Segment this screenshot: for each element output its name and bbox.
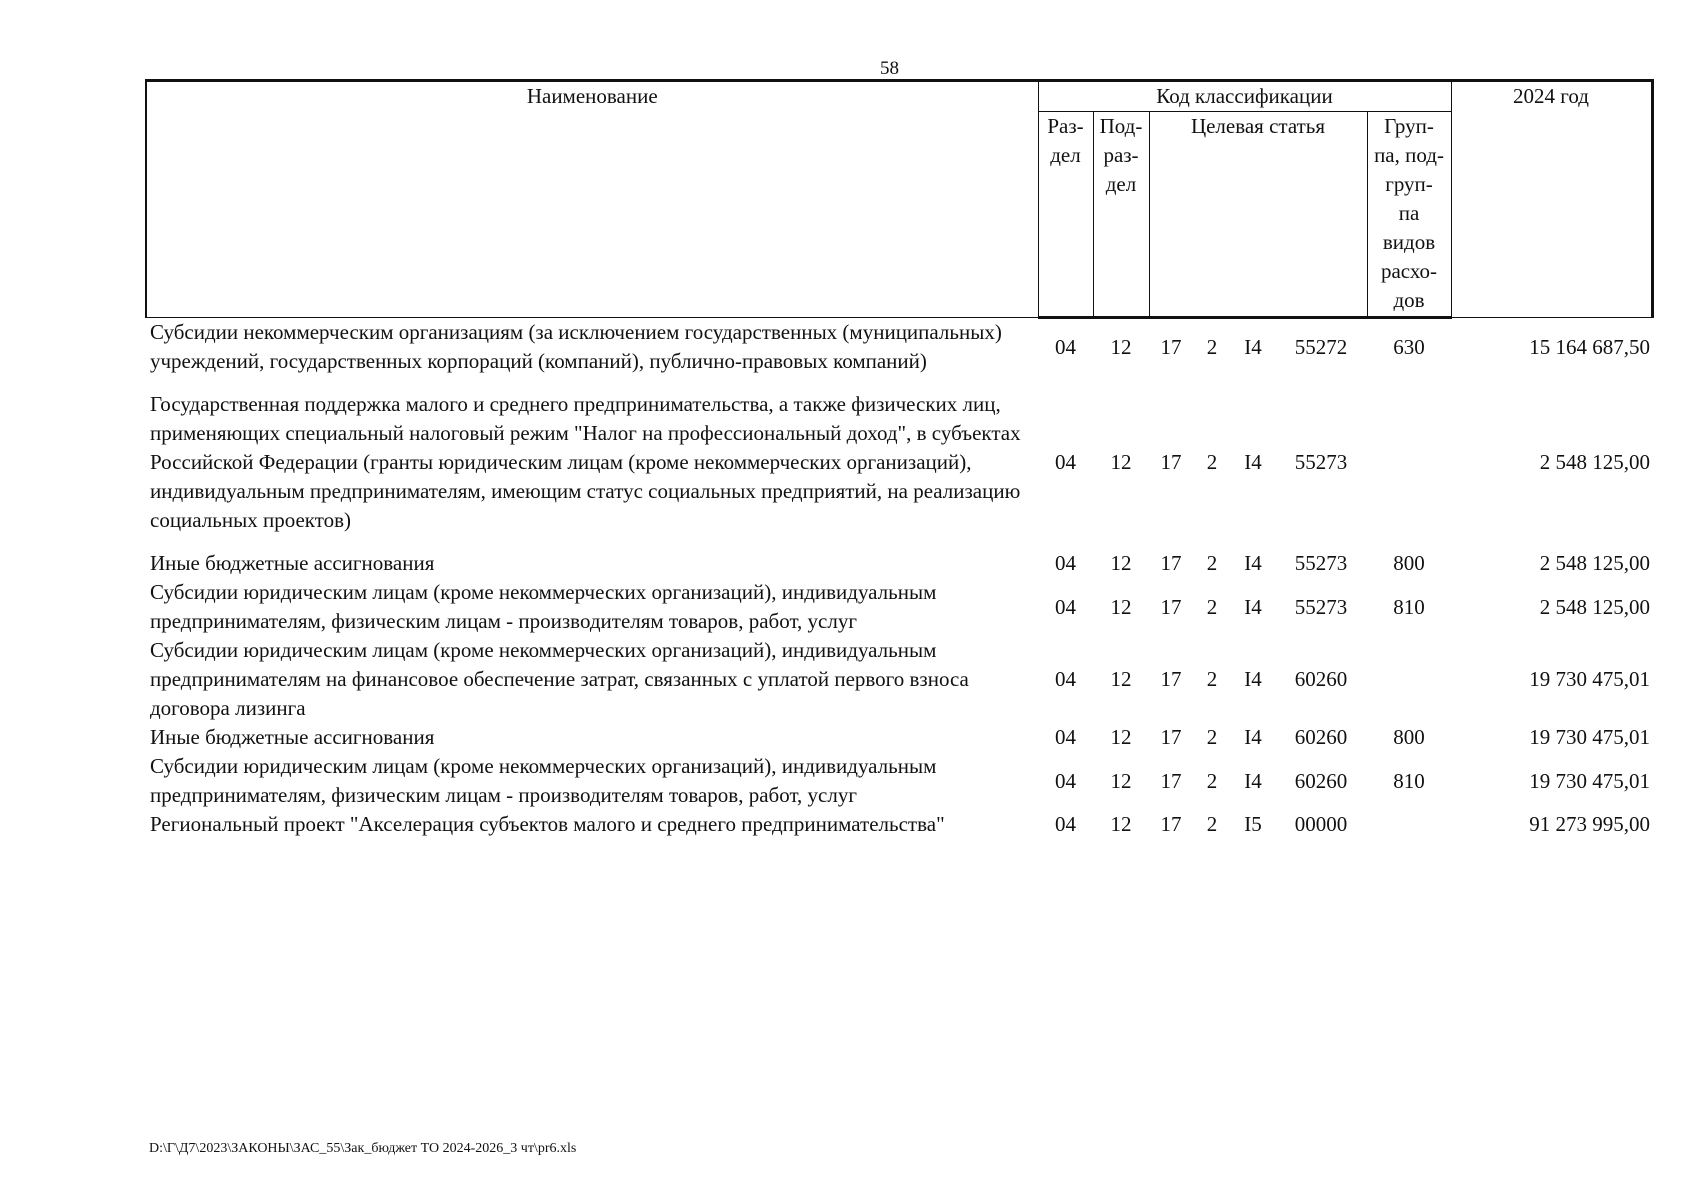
header-name: Наименование	[146, 81, 1038, 318]
row-amount: 15 164 687,50	[1529, 334, 1650, 359]
row-cs1: 17	[1160, 450, 1182, 474]
row-razdel: 04	[1055, 812, 1076, 836]
table-row	[146, 752, 1652, 810]
header-razdel: Раз- дел	[1038, 112, 1093, 318]
row-group	[1367, 390, 1451, 549]
table-row	[146, 810, 1652, 839]
row-group: 800	[1393, 551, 1425, 575]
row-razdel: 04	[1055, 725, 1076, 749]
row-razdel: 04	[1055, 450, 1076, 474]
row-amount: 19 730 475,01	[1529, 725, 1650, 749]
row-name: Субсидии юридическим лицам (кроме некоммерческих организаций), индивидуальным предпринимателям, физическим лицам - производителям товаров, работ, услуг	[150, 580, 937, 633]
row-name: Иные бюджетные ассигнования	[150, 551, 435, 575]
row-name: Региональный проект "Акселерация субъектов малого и среднего предпринимательства"	[150, 812, 945, 836]
row-podrazdel: 12	[1110, 335, 1132, 359]
row-cs1: 17	[1160, 725, 1182, 749]
row-group: 810	[1393, 768, 1425, 793]
row-amount: 2 548 125,00	[1539, 450, 1650, 474]
row-name: Субсидии юридическим лицам (кроме некоммерческих организаций), индивидуальным предпринимателям на финансовое обеспечение затрат, связанных с уплатой первого взноса договора лизинга	[150, 638, 969, 720]
row-name: Государственная поддержка малого и среднего предпринимательства, а также физических лиц, применяющих специальный налоговый режим "Налог на профессиональный доход", в субъектах Российской Федерации (гранты юридическим лицам (кроме некоммерческих организаций), индивидуальным предпринимателям, имеющим статус социальных предприятий, на реализацию социальных проектов)	[150, 392, 1021, 532]
row-cs4: 55273	[1294, 594, 1348, 619]
table-row	[146, 390, 1652, 549]
row-cs4: 55272	[1294, 335, 1348, 359]
row-cs4: 00000	[1294, 812, 1348, 836]
header-year: 2024 год	[1451, 81, 1652, 318]
header-gruppa: Груп- па, под- груп- па видов расхо- дов	[1367, 112, 1451, 318]
row-cs4: 55273	[1294, 551, 1348, 575]
row-name: Субсидии юридическим лицам (кроме некоммерческих организаций), индивидуальным предпринимателям, физическим лицам - производителям товаров, работ, услуг	[150, 754, 937, 807]
row-cs1: 17	[1160, 812, 1182, 836]
row-razdel: 04	[1055, 667, 1076, 691]
row-podrazdel: 12	[1110, 667, 1132, 691]
header-classification: Код классификации	[1038, 81, 1451, 112]
row-podrazdel: 12	[1110, 551, 1132, 575]
budget-table	[145, 79, 1654, 839]
row-cs1: 17	[1160, 551, 1182, 575]
row-cs3: I5	[1244, 812, 1262, 836]
row-cs4: 55273	[1294, 450, 1348, 474]
row-razdel: 04	[1055, 768, 1076, 793]
row-cs2: 2	[1206, 551, 1218, 575]
row-group	[1367, 810, 1451, 839]
row-cs3: I4	[1244, 551, 1262, 575]
row-podrazdel: 12	[1110, 768, 1132, 793]
row-cs1: 17	[1160, 768, 1182, 793]
row-amount: 2 548 125,00	[1539, 594, 1650, 619]
row-cs2: 2	[1206, 768, 1218, 793]
table-row	[146, 723, 1652, 752]
row-amount: 19 730 475,01	[1529, 667, 1650, 691]
row-cs2: 2	[1206, 335, 1218, 359]
row-amount: 19 730 475,01	[1529, 768, 1650, 793]
row-amount: 2 548 125,00	[1539, 551, 1650, 575]
row-name: Субсидии некоммерческим организациям (за исключением государственных (муниципальных) учреждений, государственных корпораций (компаний), публично-правовых компаний)	[150, 320, 1002, 373]
header-row-top	[146, 81, 1652, 112]
row-razdel: 04	[1055, 594, 1076, 619]
row-cs2: 2	[1206, 667, 1218, 691]
row-group: 810	[1393, 594, 1425, 619]
header-celevaya-statya: Целевая статья	[1149, 112, 1367, 318]
row-cs2: 2	[1206, 450, 1218, 474]
row-group	[1367, 636, 1451, 723]
row-podrazdel: 12	[1110, 725, 1132, 749]
row-cs4: 60260	[1294, 768, 1348, 793]
row-cs1: 17	[1160, 594, 1182, 619]
row-podrazdel: 12	[1110, 450, 1132, 474]
row-cs4: 60260	[1294, 667, 1348, 691]
table-row	[146, 578, 1652, 636]
row-cs1: 17	[1160, 335, 1182, 359]
row-name: Иные бюджетные ассигнования	[150, 725, 435, 749]
row-cs1: 17	[1160, 667, 1182, 691]
row-podrazdel: 12	[1110, 812, 1132, 836]
row-razdel: 04	[1055, 335, 1076, 359]
row-cs3: I4	[1244, 768, 1262, 793]
row-cs3: I4	[1244, 725, 1262, 749]
page-number: 58	[880, 58, 899, 79]
row-group: 630	[1393, 335, 1425, 359]
row-amount: 91 273 995,00	[1529, 812, 1650, 836]
row-cs3: I4	[1244, 335, 1262, 359]
table-row	[146, 636, 1652, 723]
row-group: 800	[1393, 725, 1425, 749]
row-podrazdel: 12	[1110, 594, 1132, 619]
row-razdel: 04	[1055, 551, 1076, 575]
header-podrazdel: Под- раз- дел	[1093, 112, 1149, 318]
table-row	[146, 549, 1652, 578]
row-cs3: I4	[1244, 594, 1262, 619]
row-cs2: 2	[1206, 725, 1218, 749]
row-cs3: I4	[1244, 450, 1262, 474]
file-path-footer: D:\Г\Д7\2023\ЗАКОНЫ\ЗАС_55\Зак_бюджет ТО 2024-2026_3 чт\pr6.xls	[149, 1141, 577, 1156]
row-cs2: 2	[1206, 594, 1218, 619]
row-cs3: I4	[1244, 667, 1262, 691]
row-cs4: 60260	[1294, 725, 1348, 749]
table-row	[146, 318, 1652, 391]
row-cs2: 2	[1206, 812, 1218, 836]
